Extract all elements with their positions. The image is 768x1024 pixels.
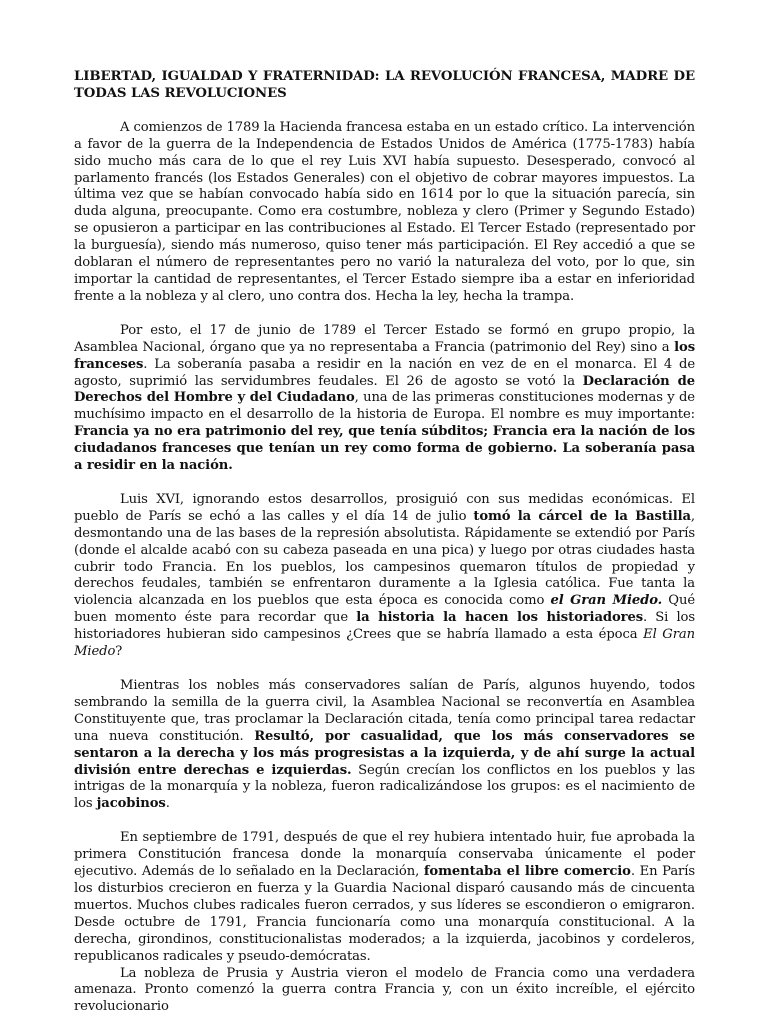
text-segment: Por esto, el 17 de junio de 1789 el Tercer Estado se formó en grupo propio, la Asamblea Nacional, órgano que ya no representaba a Francia (patrimonio del Rey) sino a [74, 322, 695, 355]
text-segment: , desmontando una de las bases de la represión absolutista. Rápidamente se extendió por París (donde el alcalde acabó con su cabeza paseada en una pica) y luego por otras ciudades hasta cubrir todo Francia. En los pueblos, los campesinos quemaron títulos de propiedad y derechos feudales, también se enfrentaron duramente a la Iglesia católica. Fue tanta la violencia alcanzada en los pueblos que esta época es conocida como [74, 508, 695, 609]
text-segment: . [165, 796, 170, 812]
bold-text-segment: la historia la hacen los historiadores [356, 610, 643, 626]
paragraph-5 [74, 830, 695, 965]
text-segment: Según crecían los conflictos en los pueblos y las intrigas de la monarquía y la nobleza, fueron radicalizándose los grupos: es el nacimiento de los [74, 762, 695, 812]
document-title: LIBERTAD, IGUALDAD Y FRATERNIDAD: LA REVOLUCIÓN FRANCESA, MADRE DE TODAS LAS REVOLUCIONES [74, 69, 695, 101]
paragraph-6 [74, 966, 695, 1017]
bold-text-segment: Francia ya no era patrimonio del rey, que tenía súbditos; Francia era la nación de los ciudadanos franceses que tenían un rey como forma de gobierno. La soberanía pasa a residir en la nación. [74, 424, 695, 474]
bold-text-segment: jacobinos [96, 796, 166, 812]
bold-text-segment: fomentaba el libre comercio [423, 864, 631, 880]
paragraph-1 [74, 120, 695, 306]
bold-text-segment: Resultó, por casualidad, que los más conservadores se sentaron a la derecha y los más progresistas a la izquierda, y de ahí surge la actual división entre derechas e izquierdas. [74, 728, 695, 778]
text-segment: el Gran Miedo. [550, 593, 663, 609]
paragraph-2 [74, 323, 695, 475]
bold-text-segment: Declaración de Derechos del Hombre y del Ciudadano [74, 373, 695, 406]
paragraph-4 [74, 678, 695, 813]
text-segment: La nobleza de Prusia y Austria vieron el modelo de Francia como una verdadera amenaza. Pronto comenzó la guerra contra Francia y, con un éxito increíble, el ejército revolucionario [74, 965, 695, 1015]
italic-text-segment: El Gran Miedo [74, 627, 695, 660]
text-segment: . Si los historiadores hubieran sido campesinos ¿Crees que se habría llamado a esta época [74, 610, 696, 643]
document-body [74, 69, 695, 1016]
text-segment: , una de las primeras constituciones modernas y de muchísimo impacto en el desarrollo de la historia de Europa. El nombre es muy importante: [74, 390, 695, 423]
text-segment: Mientras los nobles más conservadores salían de París, algunos huyendo, todos sembrando la semilla de la guerra civil, la Asamblea Nacional se reconvertía en Asamblea Constituyente que, tras proclamar la Declaración citada, tenía como principal tarea redactar una nueva constitución. [74, 678, 695, 744]
text-segment: ? [115, 644, 123, 660]
bold-text-segment: los franceses [74, 339, 695, 372]
text-segment: Luis XVI, ignorando estos desarrollos, prosiguió con sus medidas económicas. El pueblo de París se echó a las calles y el día 14 de julio [74, 491, 695, 524]
text-segment: . La soberanía pasaba a residir en la nación en vez de en el monarca. El 4 de agosto, suprimió las servidumbres feudales. El 26 de agosto se votó la [74, 356, 695, 389]
paragraph-3 [74, 492, 695, 661]
bold-text-segment [550, 593, 662, 608]
text-segment: Qué buen momento éste para recordar que [74, 593, 695, 626]
text-segment: A comienzos de 1789 la Hacienda francesa estaba en un estado crítico. La intervención a favor de la guerra de la Independencia de Estados Unidos de América (1775-1783) había sido mucho más cara de lo que el rey Luis XVI había supuesto. Desesperado, convocó al parlamento francés (los Estados Generales) con el objetivo de cobrar mayores impuestos. La última vez que se habían convocado había sido en 1614 por lo que la situación parecía, sin duda alguna, preocupante. Como era costumbre, nobleza y clero (Primer y Segundo Estado) se opusieron a participar en las contribuciones al Estado. El Tercer Estado (representado por la burguesía), siendo más numeroso, quiso tener más participación. El Rey accedió a que se doblaran el número de representantes pero no varió la naturaleza del voto, por lo que, sin importar la cantidad de representantes, el Tercer Estado siempre iba a estar en inferioridad frente a la nobleza y al clero, uno contra dos. Hecha la ley, hecha la trampa. [74, 119, 695, 304]
text-segment: En septiembre de 1791, después de que el rey hubiera intentado huir, fue aprobada la primera Constitución francesa donde la monarquía conservaba únicamente el poder ejecutivo. Además de lo señalado en la Declaración, [74, 830, 695, 880]
bold-text-segment: tomó la cárcel de la Bastilla [473, 508, 691, 524]
text-segment: . En París los disturbios crecieron en fuerza y la Guardia Nacional disparó causando más de cincuenta muertos. Muchos clubes radicales fueron cerrados, y sus líderes se escondieron o emigraron. Desde octubre de 1791, Francia funcionaría como una monarquía constitucional. A la derecha, girondinos, constitucionalistas moderados; a la izquierda, jacobinos y cordeleros, republicanos radicales y pseudo-demócratas. [74, 864, 695, 964]
